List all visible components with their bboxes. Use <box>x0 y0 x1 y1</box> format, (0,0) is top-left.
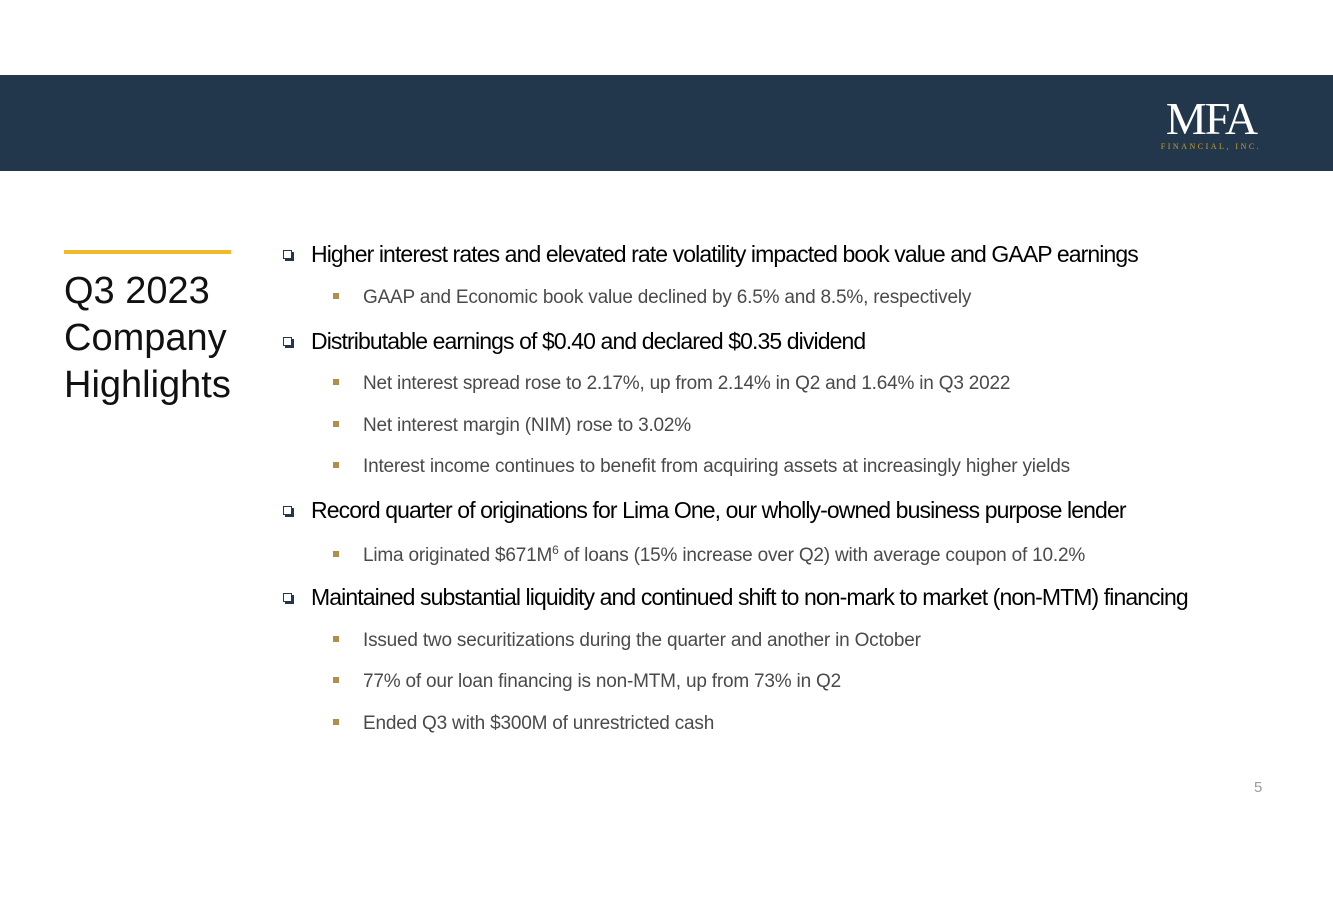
bullet-text: Interest income continues to benefit from acquiring assets at increasingly higher yields <box>363 456 1070 477</box>
bullet-text: Distributable earnings of $0.40 and declared $0.35 dividend <box>311 328 866 354</box>
bullet-primary <box>283 497 1126 524</box>
bullet-text: Net interest margin (NIM) rose to 3.02% <box>363 415 691 436</box>
checkbox-bullet-icon <box>283 337 292 346</box>
square-bullet-icon <box>333 379 339 385</box>
bullet-secondary <box>333 373 1010 395</box>
bullet-secondary <box>333 543 1085 567</box>
checkbox-bullet-icon <box>283 250 292 259</box>
bullet-text: Net interest spread rose to 2.17%, up from 2.14% in Q2 and 1.64% in Q3 2022 <box>363 373 1011 394</box>
bullet-text: Issued two securitizations during the quarter and another in October <box>363 630 921 651</box>
bullet-text: of loans (15% increase over Q2) with average coupon of 10.2% <box>558 545 1086 566</box>
title-line: Company <box>64 317 227 359</box>
footnote-reference: 6 <box>552 543 559 557</box>
title-line: Highlights <box>64 364 231 406</box>
checkbox-bullet-icon <box>283 593 292 602</box>
bullet-text: Lima originated $671M <box>363 545 553 566</box>
bullet-secondary <box>333 415 691 437</box>
square-bullet-icon <box>333 551 339 557</box>
square-bullet-icon <box>333 636 339 642</box>
bullet-text: 77% of our loan financing is non-MTM, up from 73% in Q2 <box>363 671 841 692</box>
bullet-secondary <box>333 456 1070 478</box>
bullet-primary <box>283 241 1138 268</box>
square-bullet-icon <box>333 677 339 683</box>
bullet-primary <box>283 584 1188 611</box>
square-bullet-icon <box>333 719 339 725</box>
bullet-secondary <box>333 630 921 652</box>
square-bullet-icon <box>333 421 339 427</box>
square-bullet-icon <box>333 293 339 299</box>
bullet-text: Record quarter of originations for Lima One, our wholly-owned business purpose lender <box>311 497 1126 523</box>
bullet-text: Maintained substantial liquidity and continued shift to non-mark to market (non-MTM) financing <box>311 584 1188 610</box>
bullet-primary <box>283 328 865 355</box>
logo-mark: MFA <box>1165 93 1257 144</box>
bullet-text: Higher interest rates and elevated rate volatility impacted book value and GAAP earnings <box>311 241 1138 267</box>
bullet-text: GAAP and Economic book value declined by 6.5% and 8.5%, respectively <box>363 287 972 308</box>
square-bullet-icon <box>333 462 339 468</box>
bullet-secondary <box>333 713 714 735</box>
bullet-secondary <box>333 671 841 693</box>
checkbox-bullet-icon <box>283 506 292 515</box>
title-line: Q3 2023 <box>64 270 210 312</box>
bullet-text: Ended Q3 with $300M of unrestricted cash <box>363 713 715 734</box>
logo-subtitle: FINANCIAL, INC. <box>1160 142 1262 151</box>
bullet-secondary <box>333 287 971 309</box>
page-number: 5 <box>1254 779 1263 796</box>
